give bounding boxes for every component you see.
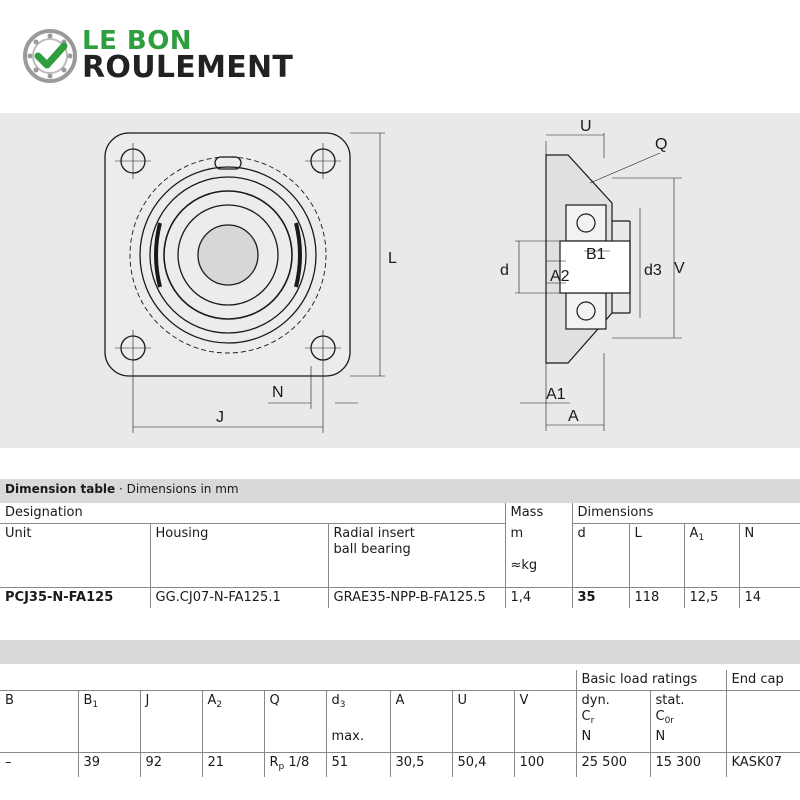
header-d: d [572,524,629,588]
cell-C0r: 15 300 [650,753,726,778]
cell-radial: GRAE35-NPP-B-FA125.5 [328,588,505,609]
cell-A2: 21 [202,753,264,778]
brand-line2: ROULEMENT [82,50,294,85]
header-d3: $d_3$ max. [326,691,390,753]
header-housing: Housing [150,524,328,588]
brand-line1: LE BON [82,26,193,56]
table-row [0,588,800,609]
header-Q: Q [264,691,326,753]
header-A1: $A_1$ [684,524,739,588]
cell-U: 50,4 [452,753,514,778]
cell-J: 92 [140,753,202,778]
header-dyn: dyn. $C_r$ N [576,691,650,753]
cell-housing: GG.CJ07-N-FA125.1 [150,588,328,609]
header-N: N [739,524,800,588]
header-load-ratings: Basic load ratings [576,670,726,691]
cell-d: 35 [572,588,629,609]
header-radial: Radial insert ball bearing [328,524,505,588]
header-B: B [0,691,78,753]
dimension-table [0,479,800,608]
cell-endcap: KASK07 [726,753,800,778]
cell-A1: 12,5 [684,588,739,609]
header-V: V [514,691,576,753]
dim-label-N: N [272,384,284,401]
cell-Q: $R_p$ 1/8 [264,753,326,778]
table-title: Dimension table [5,482,116,496]
technical-drawing [0,113,800,448]
dim-label-d3: d3 [644,262,662,279]
dim-label-B1: B1 [586,246,606,263]
header-designation: Designation [0,503,505,524]
flange-bearing-drawing [0,113,800,448]
cell-Cr: 25 500 [576,753,650,778]
cell-V: 100 [514,753,576,778]
dim-label-A: A [568,408,579,425]
header-J: J [140,691,202,753]
section-divider [0,640,800,664]
dim-label-V: V [674,260,685,277]
header-A: A [390,691,452,753]
header-mass: Mass [505,503,572,524]
cell-mass: 1,4 [505,588,572,609]
header-stat: stat. $C_{0r}$ N [650,691,726,753]
header-m: m ≈kg [505,524,572,588]
bearing-check-icon [22,28,78,84]
cell-A: 30,5 [390,753,452,778]
table-subtitle: · Dimensions in mm [118,482,239,496]
cell-unit: PCJ35-N-FA125 [0,588,150,609]
cell-d3: 51 [326,753,390,778]
cell-N: 14 [739,588,800,609]
load-table [0,670,800,777]
cell-L: 118 [629,588,684,609]
header-unit: Unit [5,526,32,541]
table-row [0,753,800,778]
brand-logo [22,26,302,88]
cell-B1: 39 [78,753,140,778]
dim-label-U: U [580,118,592,135]
dim-label-J: J [216,409,224,426]
dim-label-L: L [388,250,397,267]
header-U: U [452,691,514,753]
header-A2: $A_2$ [202,691,264,753]
dim-label-A2: A2 [550,268,570,285]
cell-B: – [0,753,78,778]
header-B1: $B_1$ [78,691,140,753]
header-L: L [629,524,684,588]
dim-label-Q: Q [655,136,668,153]
header-dimensions: Dimensions [572,503,800,524]
header-end-cap: End cap [726,670,800,691]
dim-label-d: d [500,262,509,279]
dim-label-A1: A1 [546,386,566,403]
